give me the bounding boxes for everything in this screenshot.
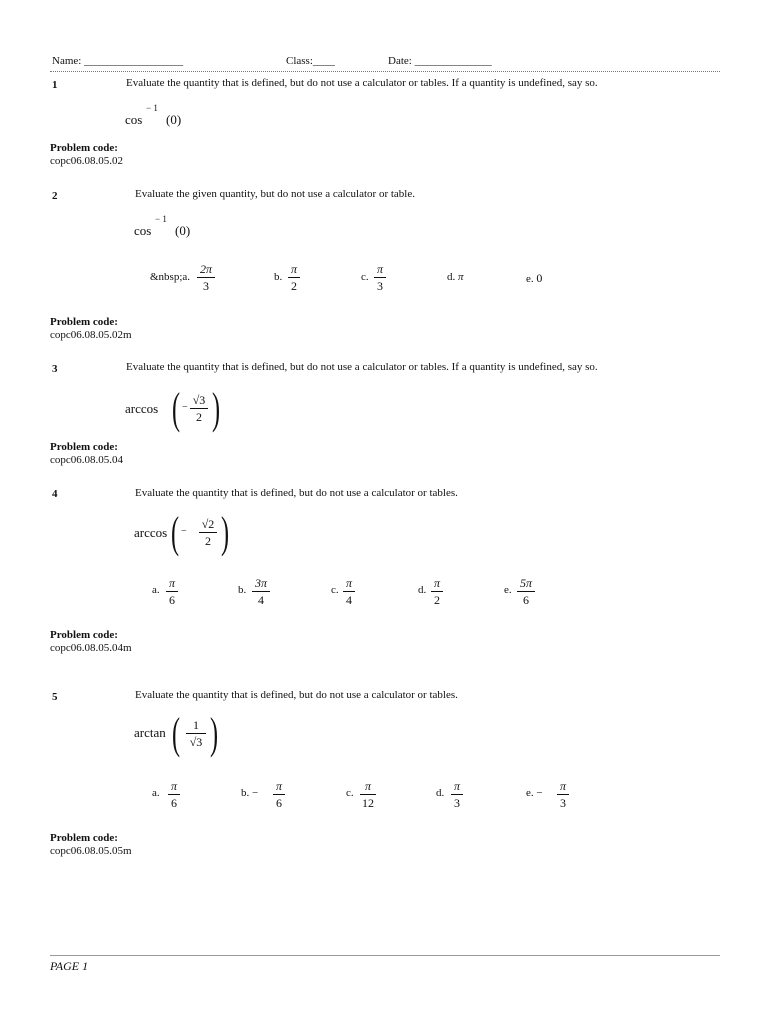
choice-denominator: 2 <box>434 593 440 607</box>
question-2-number: 2 <box>52 190 58 202</box>
choice-numerator: π <box>433 576 440 590</box>
fraction-bar <box>199 532 217 533</box>
question-3-code-label: Problem code: <box>50 441 118 453</box>
choice-numerator: π <box>345 576 352 590</box>
fraction-bar <box>168 794 180 795</box>
question-5-choice-b-letter: b. − <box>241 787 259 799</box>
question-5-fn: arctan <box>134 725 166 740</box>
choice-denominator: 3 <box>377 279 383 293</box>
choice-value: 0 <box>536 271 543 285</box>
fraction-bar <box>557 794 569 795</box>
question-4-choice-e-letter: e. <box>504 584 512 596</box>
right-paren: ) <box>210 709 219 758</box>
choice-denominator: 12 <box>362 796 374 810</box>
question-4-choice-b-letter: b. <box>238 584 247 596</box>
question-2-choice-b-letter: b. <box>274 271 283 283</box>
fraction-numerator: 1 <box>193 718 199 732</box>
question-4-code-label: Problem code: <box>50 629 118 641</box>
date-field <box>388 55 492 67</box>
question-2-choice-e <box>526 271 542 286</box>
question-4-choice-a <box>166 576 178 607</box>
fraction-denominator: 2 <box>196 410 202 424</box>
choice-numerator: π <box>170 779 177 793</box>
fraction-denominator: 2 <box>205 534 211 548</box>
question-1-number: 1 <box>52 79 58 91</box>
choice-denominator: 4 <box>258 593 264 607</box>
choice-numerator: 2π <box>199 262 212 276</box>
question-2-choice-c <box>374 262 386 293</box>
fraction-bar <box>517 591 535 592</box>
question-2-choice-d <box>447 271 464 283</box>
question-4-number: 4 <box>52 488 58 500</box>
question-2-arg: (0) <box>175 223 191 238</box>
question-4-code: copc06.08.05.04m <box>50 642 132 654</box>
question-1-arg: (0) <box>166 112 182 127</box>
fraction-bar <box>451 794 463 795</box>
right-paren: ) <box>212 384 221 433</box>
question-1-code-label: Problem code: <box>50 142 118 154</box>
question-5-choice-d-letter: d. <box>436 787 445 799</box>
choice-numerator: π <box>453 779 460 793</box>
question-5-choice-a-letter: a. <box>152 787 160 799</box>
question-5-fraction <box>186 718 206 749</box>
left-paren: ( <box>172 709 181 758</box>
question-2-fn: cos <box>134 223 152 238</box>
fraction-bar <box>166 591 178 592</box>
question-1-fn: cos <box>125 112 143 127</box>
choice-denominator: 2 <box>291 279 297 293</box>
choice-numerator: π <box>290 262 297 276</box>
question-4-choice-d <box>431 576 443 607</box>
question-5-choice-e <box>557 779 569 810</box>
question-2-code-label: Problem code: <box>50 316 118 328</box>
name-blank: __________________ <box>84 55 184 67</box>
fraction-bar <box>431 591 443 592</box>
question-2-sup: − 1 <box>155 214 167 224</box>
question-4-choice-c <box>343 576 355 607</box>
question-5-choice-e-letter: e. − <box>526 787 543 799</box>
fraction-numerator: √2 <box>201 517 215 531</box>
fraction-denominator: √3 <box>189 735 203 749</box>
question-4-fn: arccos <box>134 525 168 540</box>
question-1-prompt: Evaluate the quantity that is defined, but do not use a calculator or tables. If a quantity is undefined, say so. <box>126 77 598 89</box>
choice-numerator: 3π <box>254 576 267 590</box>
fraction-bar <box>360 794 376 795</box>
question-5-choice-a <box>168 779 180 810</box>
choice-denominator: 3 <box>454 796 460 810</box>
question-3-number: 3 <box>52 363 58 375</box>
choice-denominator: 6 <box>276 796 282 810</box>
choice-numerator: π <box>376 262 383 276</box>
class-label: Class: <box>286 55 313 67</box>
question-5-choice-c-letter: c. <box>346 787 354 799</box>
question-5-choice-c <box>360 779 376 810</box>
choice-numerator: π <box>364 779 371 793</box>
question-4-prompt: Evaluate the quantity that is defined, but do not use a calculator or tables. <box>135 487 458 499</box>
fraction-bar <box>252 591 270 592</box>
question-4-choice-b <box>252 576 270 607</box>
left-paren: ( <box>172 384 181 433</box>
question-5-code-label: Problem code: <box>50 832 118 844</box>
question-2-choice-b <box>288 262 300 293</box>
question-3-sign: − <box>182 402 188 413</box>
question-2-choice-a-letter: &nbsp;a. <box>150 271 191 283</box>
question-2-code: copc06.08.05.02m <box>50 329 132 341</box>
name-label: Name: <box>52 55 82 67</box>
question-5-prompt: Evaluate the quantity that is defined, but do not use a calculator or tables. <box>135 689 458 701</box>
question-3-code: copc06.08.05.04 <box>50 454 124 466</box>
question-4-choice-e <box>517 576 535 607</box>
fraction-bar <box>273 794 285 795</box>
choice-letter: e. <box>526 273 534 285</box>
choice-denominator: 3 <box>560 796 566 810</box>
question-3-fraction <box>190 393 208 424</box>
choice-numerator: π <box>559 779 566 793</box>
choice-value: π <box>458 271 464 283</box>
question-5-code: copc06.08.05.05m <box>50 845 132 857</box>
question-1-code: copc06.08.05.02 <box>50 155 124 167</box>
question-5-choice-b <box>273 779 285 810</box>
question-1-sup: − 1 <box>146 103 158 113</box>
question-2-choice-a <box>197 262 215 293</box>
choice-numerator: 5π <box>519 576 532 590</box>
question-3-fn: arccos <box>125 401 159 416</box>
page-number: PAGE 1 <box>50 959 89 973</box>
question-5-choice-d <box>451 779 463 810</box>
fraction-bar <box>343 591 355 592</box>
choice-denominator: 3 <box>203 279 209 293</box>
fraction-bar <box>374 277 386 278</box>
choice-denominator: 6 <box>171 796 177 810</box>
choice-numerator: π <box>275 779 282 793</box>
class-blank: ____ <box>312 55 335 67</box>
name-field <box>52 55 183 67</box>
header-divider <box>50 71 720 72</box>
left-paren: ( <box>171 508 180 557</box>
choice-letter: d. <box>447 271 456 283</box>
fraction-bar <box>197 277 215 278</box>
date-label: Date: <box>388 55 412 67</box>
choice-denominator: 6 <box>523 593 529 607</box>
question-5-number: 5 <box>52 691 58 703</box>
question-3-prompt: Evaluate the quantity that is defined, but do not use a calculator or tables. If a quantity is undefined, say so. <box>126 361 598 373</box>
question-2-choice-c-letter: c. <box>361 271 369 283</box>
fraction-numerator: √3 <box>192 393 206 407</box>
question-4-sign: − <box>181 526 187 537</box>
question-4-choice-a-letter: a. <box>152 584 160 596</box>
footer-divider <box>50 955 720 956</box>
question-2-prompt: Evaluate the given quantity, but do not use a calculator or table. <box>135 188 416 200</box>
right-paren: ) <box>221 508 230 557</box>
choice-denominator: 4 <box>346 593 352 607</box>
choice-denominator: 6 <box>169 593 175 607</box>
question-4-choice-c-letter: c. <box>331 584 339 596</box>
question-4-choice-d-letter: d. <box>418 584 427 596</box>
choice-numerator: π <box>168 576 175 590</box>
fraction-bar <box>190 408 208 409</box>
question-4-fraction <box>199 517 217 548</box>
fraction-bar <box>288 277 300 278</box>
date-blank: ______________ <box>414 55 492 67</box>
fraction-bar <box>186 733 206 734</box>
class-field <box>286 55 335 67</box>
